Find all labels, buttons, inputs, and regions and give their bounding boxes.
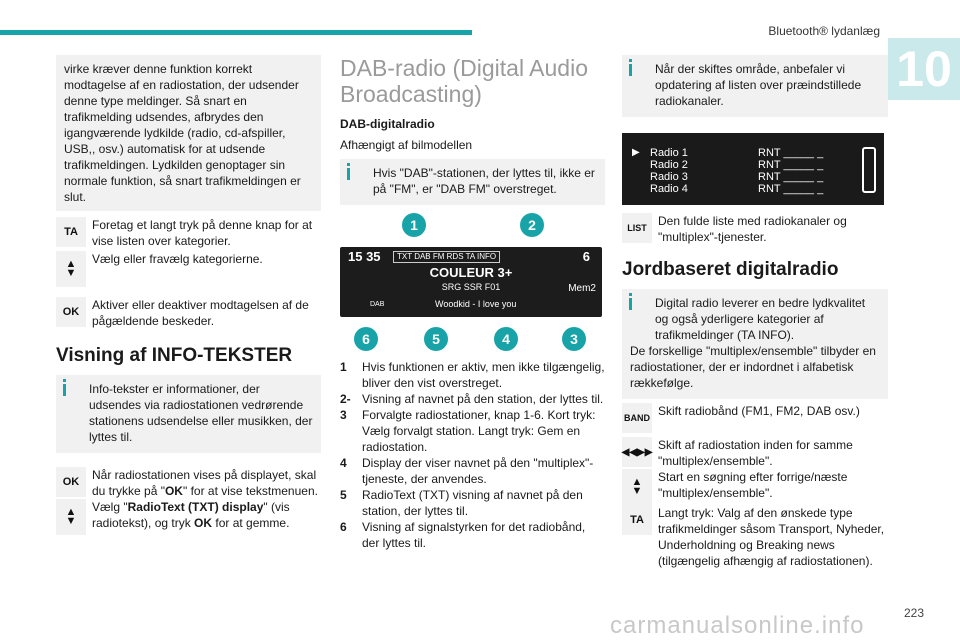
band-button[interactable]: BAND [622,403,652,433]
dab-info-box [340,159,605,205]
info-icon [629,293,632,296]
terrestrial-heading: Jordbaseret digitalradio [622,259,839,280]
legend-item: 2- Visning af navnet på den station, der lyttes til. [340,392,604,406]
section-title: Bluetooth® lydanlæg [768,24,880,38]
ok-button[interactable]: OK [56,297,86,327]
legend-item: 5 RadioText (TXT) visning af navnet på den station, der lyttes til. [340,488,583,518]
column-3 [622,55,888,569]
radio-text: Woodkid - I love you [435,299,517,309]
up-down-arrows-icon-2[interactable]: ▲ ▼ [56,499,86,535]
ta-row [56,217,321,249]
list-text: Den fulde liste med radiokanaler og "multiplex"-tjenester. [658,214,847,244]
page-number: 223 [903,606,924,620]
ta-button[interactable]: TA [56,217,86,247]
intro-text: virke kræver denne funktion korrekt modtagelse af en radiostation, der udsender denne type meldinger. Så snart en trafikmelding udsendes, afbrydes den igangværende lydkilde (radio, cd-afspiller, USB,, osv.) automatisk for at udsende trafikmeldingen. Lydkilden genoptager sin normale funktion, så snart trafikmeldingen er slut. [64,62,301,204]
station-row[interactable]: Radio 1 RNT _____ _ [650,147,824,159]
select-row [56,499,321,535]
ok-row [56,297,321,329]
legend-item: 6 Visning af signalstyrken for det radiobånd, der lyttes til. [340,520,586,550]
band-row [622,403,888,433]
digital-info-box [622,289,888,399]
radio-dab-label: DAB [370,301,385,308]
ta-text-2: Langt tryk: Valg af den ønskede type trafikmeldinger såsom Transport, Nyheder, Underholdning og Breaking news (tilgængelig afhængig af radiostationen). [658,506,885,568]
radio-time: 15 35 [348,249,381,264]
select-text: Vælg "RadioText (TXT) display" (vis radiotekst), og tryk OK for at gemme. [92,500,290,530]
depends-text: Afhængigt af bilmodellen [340,138,473,152]
ok-text: Aktiver eller deaktiver modtagelsen af de pågældende beskeder. [92,298,309,328]
region-info-box [622,55,888,117]
callout-4: 4 [494,327,518,351]
radio-multiplex: SRG SSR F01 [441,282,501,292]
digital-info-text: Digital radio leverer en bedre lydkvalitet og også yderligere kategorier af trafikmeldinger (TA INFO). [655,296,866,342]
radio-memory: Mem2 [568,283,596,294]
legend-item: 1 Hvis funktionen er aktiv, men ikke tilgængelig, bliver den vist overstreget. [340,360,605,390]
header-accent-bar [0,30,472,35]
callout-3: 3 [562,327,586,351]
legend-item: 4 Display der viser navnet på den "multiplex"-tjeneste, der anvendes. [340,456,594,486]
ta-text: Foretag et langt tryk på denne knap for at vise listen over kategorier. [92,218,313,248]
search-row [622,469,888,505]
info-icon [629,59,632,62]
callout-2: 2 [520,213,544,237]
radio-flags: TXT DAB FM RDS TA INFO [393,251,500,263]
play-icon: ▶ [632,147,640,158]
station-row[interactable]: Radio 4 RNT _____ _ [650,183,824,195]
watermark: carmanualsonline.info [610,612,865,639]
ok-button-2[interactable]: OK [56,467,86,497]
skip-arrows-icon[interactable]: ◀◀▶▶ [622,437,652,467]
legend-list [340,359,605,551]
ta-button-2[interactable]: TA [622,505,652,535]
radio-signal: 6 [582,249,590,264]
dab-title: DAB-radio (Digital Audio Broadcasting) [340,55,589,107]
callout-5: 5 [424,327,448,351]
info-icon [347,163,350,166]
chapter-number: 10 [888,38,960,100]
ok-row-2 [56,467,321,499]
skip-text: Skift af radiostation inden for samme "multiplex/ensemble". [658,438,853,468]
ok-info-text: Når radiostationen vises på displayet, skal du trykke på "OK" for at vise tekstmenuen. [92,468,318,498]
station-list-screen [622,133,884,205]
info-text-heading: Visning af INFO-TEKSTER [56,345,293,366]
search-text: Start en søgning efter forrige/næste "multiplex/ensemble". [658,470,848,500]
radio-screen [340,217,602,347]
arrows-text: Vælg eller fravælg kategorierne. [92,252,263,266]
dab-subheading: DAB-digitalradio [340,117,435,131]
callout-1: 1 [402,213,426,237]
radio-station-name: COULEUR 3+ [429,265,513,280]
callout-6: 6 [354,327,378,351]
scrollbar[interactable] [862,147,876,193]
list-button[interactable]: LIST [622,213,652,243]
up-down-arrows-icon[interactable]: ▲ ▼ [56,251,86,287]
info-box [56,375,321,453]
band-text: Skift radiobånd (FM1, FM2, DAB osv.) [658,404,860,418]
list-row [622,213,888,245]
info-icon [63,379,66,382]
column-1 [56,55,321,535]
arrows-row [56,251,321,287]
column-2 [340,55,605,551]
intro-box [56,55,321,211]
info-text: Info-tekster er informationer, der udsendes via radiostationen vedrørende stationens udsendelse eller musikken, der lyttes til. [89,382,313,444]
ta-row-2 [622,505,888,569]
region-info-text: Når der skiftes område, anbefaler vi opdatering af listen over præindstillede radiokanaler. [655,62,862,108]
dab-info-text: Hvis "DAB"-stationen, der lyttes til, ikke er på "FM", er "DAB FM" overstreget. [373,166,595,196]
station-row[interactable]: Radio 3 RNT _____ _ [650,171,824,183]
skip-row [622,437,888,469]
up-down-arrows-icon-3[interactable]: ▲ ▼ [622,469,652,505]
legend-item: 3 Forvalgte radiostationer, knap 1-6. Kort tryk: Vælg forvalgt station. Langt tryk: Gem en radiostation. [340,408,596,454]
digital-info-text-2: De forskellige "multiplex/ensemble" tilbyder en radiostationer, der er indordnet i alfabetisk rækkefølge. [630,344,876,390]
station-row[interactable]: Radio 2 RNT _____ _ [650,159,824,171]
